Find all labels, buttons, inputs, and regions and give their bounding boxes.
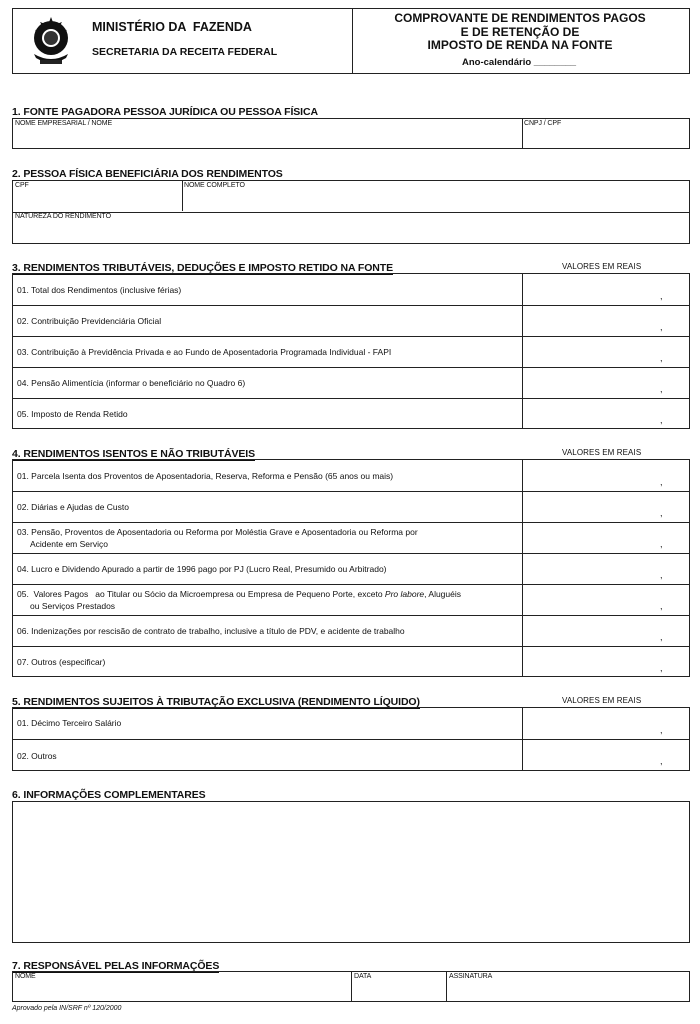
payer-cnpj-field[interactable]: CNPJ / CPF (524, 120, 562, 127)
payer-name-field[interactable]: NOME EMPRESARIAL / NOME (15, 120, 113, 127)
section4-value-04[interactable]: , (660, 570, 663, 580)
ministry-name: MINISTÉRIO DA FAZENDA (92, 20, 252, 34)
section3-row-04: 04. Pensão Alimentícia (informar o beneficiário no Quadro 6) (17, 378, 246, 388)
responsible-date-field[interactable]: DATA (354, 973, 372, 980)
section4-value-03[interactable]: , (660, 539, 663, 549)
section3-value-01[interactable]: , (660, 291, 663, 301)
section4-title: 4. RENDIMENTOS ISENTOS E NÃO TRIBUTÁVEIS (12, 448, 255, 460)
section1-box (12, 118, 690, 149)
section4-row-06: 06. Indenizações por rescisão de contrato de trabalho, inclusive a título de PDV, e acidente de trabalho (17, 626, 405, 636)
section4-value-06[interactable]: , (660, 632, 663, 642)
section4-value-07[interactable]: , (660, 663, 663, 673)
approval-note: Aprovado pela IN/SRF nº 120/2000 (12, 1005, 122, 1012)
section2-divider (182, 181, 183, 211)
beneficiary-cpf-field[interactable]: CPF (15, 182, 29, 189)
section1-divider (522, 119, 523, 148)
section3-row-05: 05. Imposto de Renda Retido (17, 409, 128, 419)
section4-row-05: 05. Valores Pagos ao Titular ou Sócio da Microempresa ou Empresa de Pequeno Porte, exceto Pro labore, Aluguéis ou Serviços Prestados (17, 589, 462, 611)
section3-values-header: VALORES EM REAIS (562, 262, 642, 271)
section3-title: 3. RENDIMENTOS TRIBUTÁVEIS, DEDUÇÕES E IMPOSTO RETIDO NA FONTE (12, 262, 393, 274)
section4-row-03: 03. Pensão, Proventos de Aposentadoria ou Reforma por Moléstia Grave e Aposentadoria ou Reforma por Acidente em Serviço (17, 527, 418, 549)
coat-of-arms-icon (26, 14, 76, 68)
form-title-line2: E DE RETENÇÃO DE (460, 24, 580, 39)
section3-value-03[interactable]: , (660, 353, 663, 363)
income-nature-field[interactable]: NATUREZA DO RENDIMENTO (15, 213, 111, 220)
section5-value-01[interactable]: , (660, 725, 663, 735)
section4-value-01[interactable]: , (660, 477, 663, 487)
section5-title: 5. RENDIMENTOS SUJEITOS À TRIBUTAÇÃO EXCLUSIVA (RENDIMENTO LÍQUIDO) (12, 696, 420, 708)
section2-title: 2. PESSOA FÍSICA BENEFICIÁRIA DOS RENDIMENTOS (12, 168, 283, 180)
section5-values-header: VALORES EM REAIS (562, 696, 642, 705)
form-title-line1: COMPROVANTE DE RENDIMENTOS PAGOS (394, 11, 646, 25)
section3-value-05[interactable]: , (660, 415, 663, 425)
section1-title: 1. FONTE PAGADORA PESSOA JURÍDICA OU PESSOA FÍSICA (12, 106, 318, 118)
section5-row-01: 01. Décimo Terceiro Salário (17, 718, 122, 728)
responsible-signature-field[interactable]: ASSINATURA (449, 973, 493, 980)
section4-row-02: 02. Diárias e Ajudas de Custo (17, 502, 129, 512)
section6-title: 6. INFORMAÇÕES COMPLEMENTARES (12, 789, 206, 801)
secretariat-name: SECRETARIA DA RECEITA FEDERAL (92, 46, 278, 58)
section2-hline (13, 212, 689, 213)
section3-value-02[interactable]: , (660, 322, 663, 332)
complementary-info-field[interactable] (12, 801, 690, 943)
section3-row-03: 03. Contribuição à Previdência Privada e ao Fundo de Aposentadoria Programada Individual - FAPI (17, 347, 392, 357)
section4-row-07: 07. Outros (especificar) (17, 657, 106, 667)
section4-values-header: VALORES EM REAIS (562, 448, 642, 457)
form-title (352, 12, 688, 53)
beneficiary-name-field[interactable]: NOME COMPLETO (184, 182, 245, 189)
responsible-name-field[interactable]: NOME (15, 973, 36, 980)
section7-box (12, 971, 690, 1002)
section3-row-01: 01. Total dos Rendimentos (inclusive férias) (17, 285, 182, 295)
year-field[interactable]: Ano-calendário ________ (462, 57, 577, 68)
section4-row-04: 04. Lucro e Dividendo Apurado a partir de 1996 pago por PJ (Lucro Real, Presumido ou Arbitrado) (17, 564, 387, 574)
section2-box (12, 180, 690, 244)
section3-row-02: 02. Contribuição Previdenciária Oficial (17, 316, 162, 326)
section5-value-02[interactable]: , (660, 756, 663, 766)
form-title-line3: IMPOSTO DE RENDA NA FONTE (427, 38, 613, 52)
section4-value-05[interactable]: , (660, 601, 663, 611)
section5-row-02: 02. Outros (17, 751, 57, 761)
section7-title: 7. RESPONSÁVEL PELAS INFORMAÇÕES (12, 960, 220, 972)
section3-value-04[interactable]: , (660, 384, 663, 394)
section4-row-01: 01. Parcela Isenta dos Proventos de Aposentadoria, Reserva, Reforma e Pensão (65 anos ou mais) (17, 471, 394, 481)
section4-value-02[interactable]: , (660, 508, 663, 518)
